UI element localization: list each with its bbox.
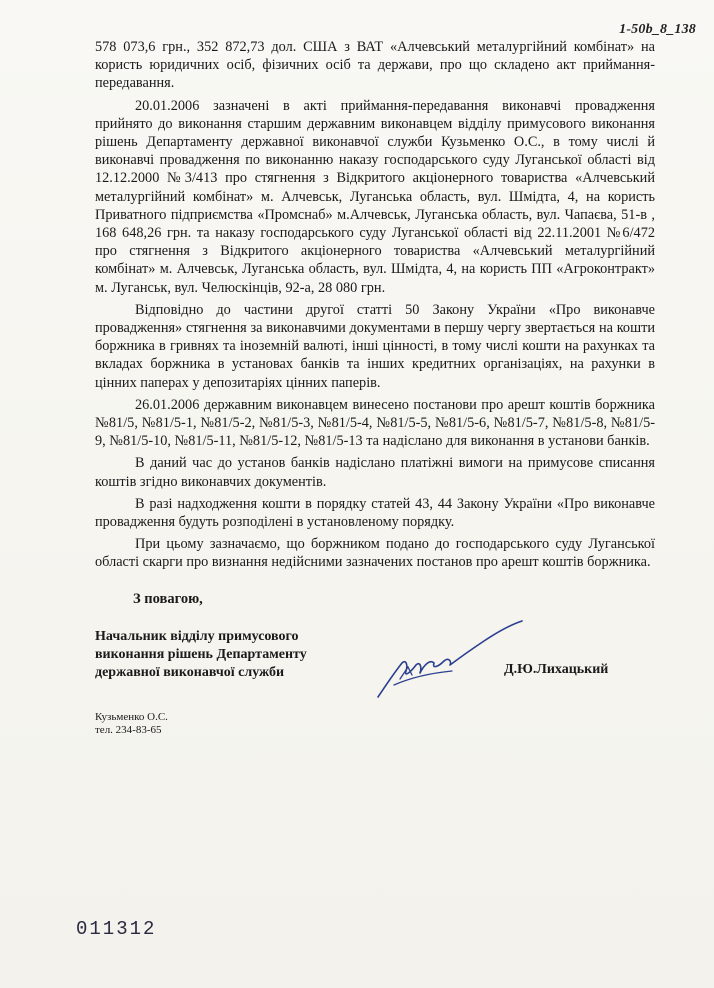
paragraph-1: 578 073,6 грн., 352 872,73 дол. США з ВАТ «Алчевський металургійний комбінат» на користь юридичних осіб, фізичних осіб та держави, про що складено акт приймання-передавання. <box>95 39 655 92</box>
letter-body <box>95 38 655 576</box>
closing-salutation: З повагою, <box>133 591 203 607</box>
signatory-title <box>95 628 307 682</box>
paragraph-7: При цьому зазначаємо, що боржником подано до господарського суду Луганської області скарги про визнання недійсними зазначених постанов про арешт коштів боржника. <box>95 536 655 571</box>
reference-stamp: 1-50b_8_138 <box>619 22 696 37</box>
handwritten-signature <box>372 615 532 705</box>
paragraph-5: В даний час до установ банків надіслано платіжні вимоги на примусове списання коштів згідно виконавчих документів. <box>95 455 655 490</box>
paragraph-6: В разі надходження кошти в порядку статей 43, 44 Закону України «Про виконавче провадження будуть розподілені в установленому порядку. <box>95 495 655 531</box>
paragraph-3: Відповідно до частини другої статті 50 Закону України «Про виконавче провадження» стягнення за виконавчими документами в першу чергу звертається на кошти боржника в гривнях та іноземній валюті, інші цінності, в тому числі кошти на рахунках та вкладах боржника в установах банків та інших кредитних організаціях, на рахунки в цінних паперах у депозитаріях цінних паперів. <box>95 301 655 391</box>
registration-number: 011312 <box>76 918 157 940</box>
signatory-title-line-1: Начальник відділу примусового <box>95 629 299 644</box>
signatory-name: Д.Ю.Лихацький <box>504 662 609 677</box>
paragraph-4: 26.01.2006 державним виконавцем винесено постанови про арешт коштів боржника №81/5, №81/5-1, №81/5-2, №81/5-3, №81/5-4, №81/5-5, №81/5-6, №81/5-7, №81/5-8, №81/5-9, №81/5-10, №81/5-11, №81/5-12, №81/5-13 та надіслано для виконання в установи банків. <box>95 396 655 450</box>
executor-name: Кузьменко О.С. <box>95 711 168 723</box>
signatory-title-line-3: державної виконавчої служби <box>95 665 285 680</box>
executor-phone: тел. 234-83-65 <box>95 724 162 736</box>
executor-info <box>95 711 168 737</box>
paragraph-2: 20.01.2006 зазначені в акті приймання-передавання виконавчі провадження прийнято до виконання старшим державним виконавцем відділу примусового виконання рішень Департаменту державної виконавчої служби Кузьменко О.С., в тому числі й виконавчі провадження по виконанню наказу господарського суду Луганської області від 12.12.2000 №3/413 про стягнення з Відкритого акціонерного товариства «Алчевський металургійний комбінат» м. Алчевськ, Луганська область, вул. Шмідта, 4, на користь Приватного підприємства «Промснаб» м.Алчевськ, Луганська область, вул. Чапаєва, 51-в , 168 648,26 грн. та наказу господарського суду Луганської області від 22.11.2001 №6/472 про стягнення з Відкритого акціонерного товариства «Алчевський металургійний комбінат» м. Алчевськ, Луганська область, вул. Шмідта, 4, на користь ПП «Агроконтракт» м. Луганськ, вул. Челюскінців, 92-а, 28 080 грн. <box>95 97 655 296</box>
signatory-title-line-2: виконання рішень Департаменту <box>95 647 307 662</box>
